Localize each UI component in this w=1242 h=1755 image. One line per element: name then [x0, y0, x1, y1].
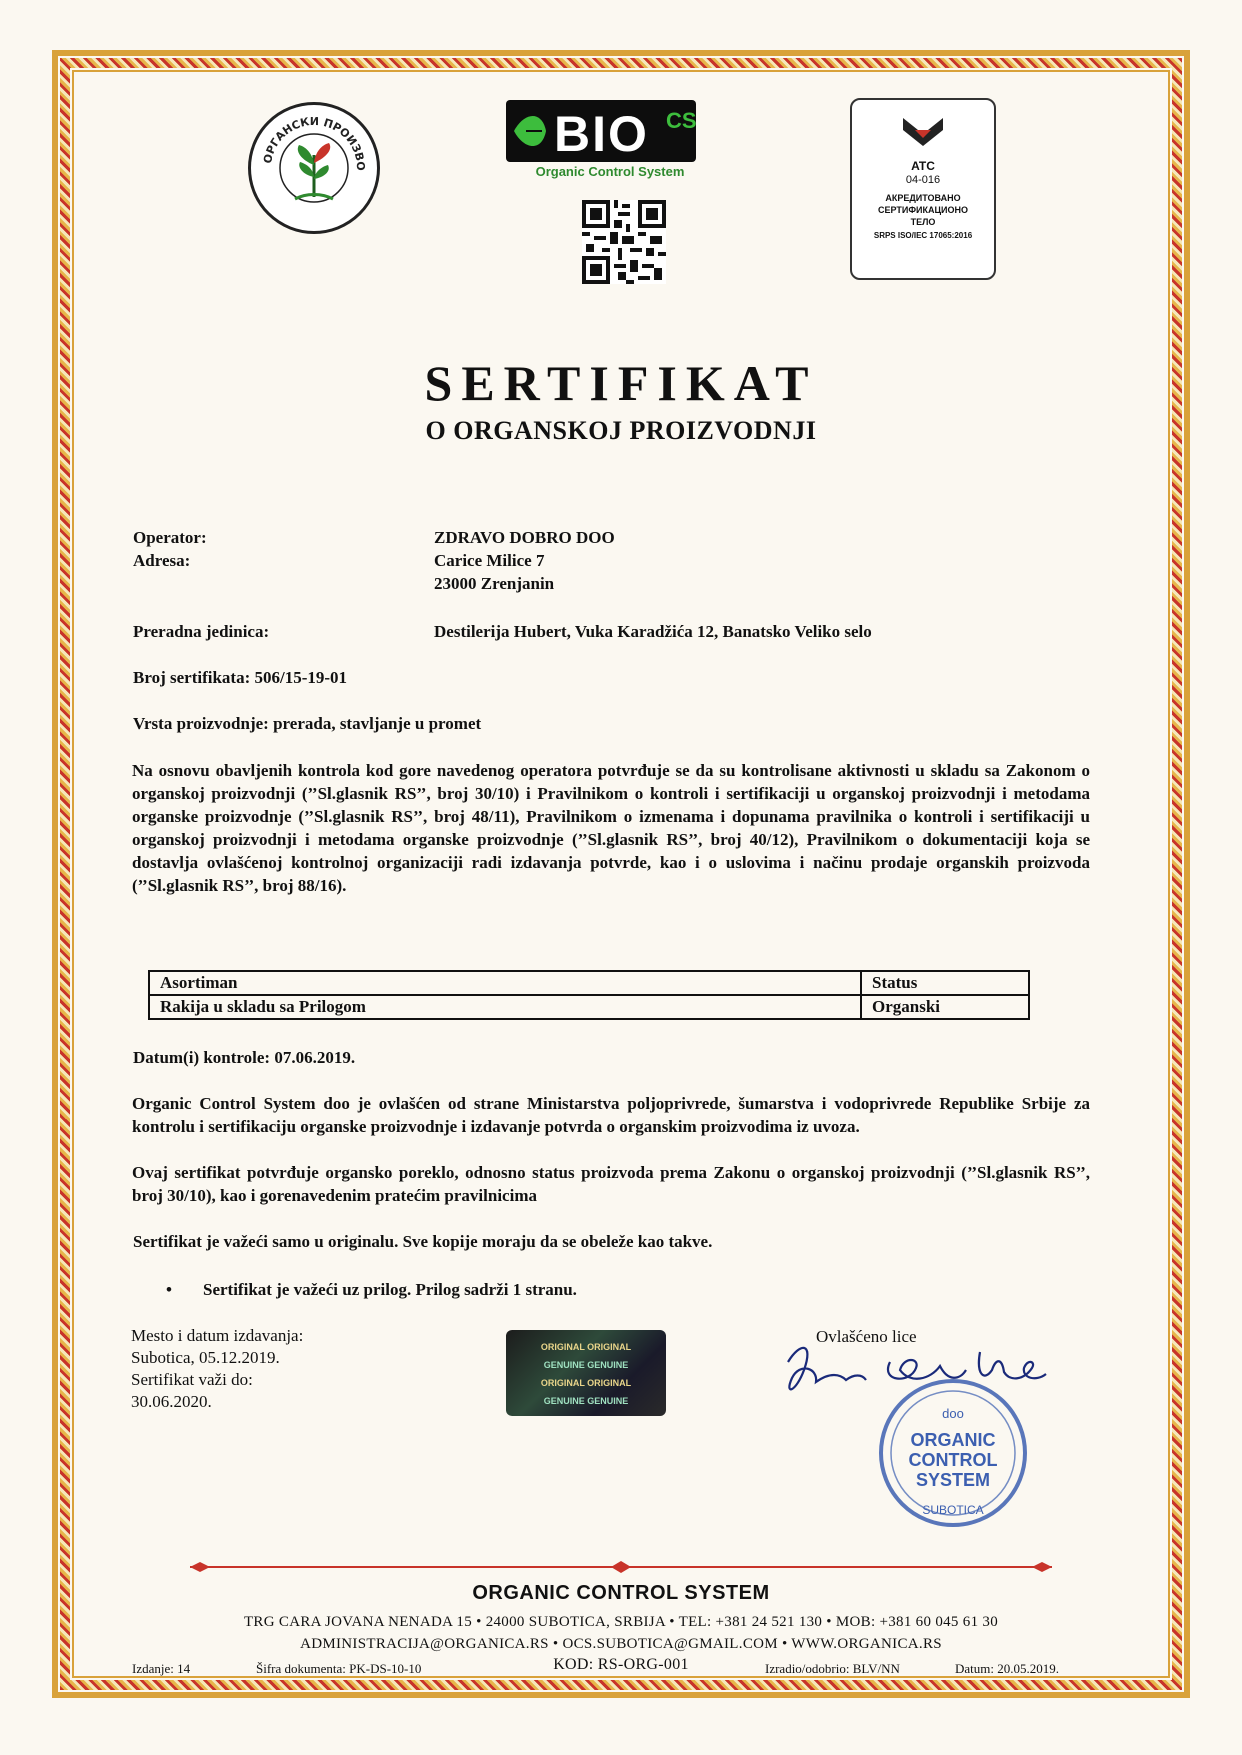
validity-date: 30.06.2020. — [131, 1392, 212, 1411]
authorization-paragraph: Organic Control System doo je ovlašćen od strane Ministarstva poljoprivrede, šumarstva i vodoprivrede Republike Srbije za kontrolu i sertifikaciju organske proizvodnje i izdavanje potvrda o organskim proizvodima iz uvoza. — [132, 1094, 1090, 1136]
table-header-row — [149, 971, 1029, 995]
atc-standard: SRPS ISO/IEC 17065:2016 — [873, 231, 973, 240]
address-label: Adresa: — [133, 551, 191, 570]
table-cell-status: Organski — [861, 995, 1029, 1019]
atc-name: ATC — [911, 159, 935, 173]
attachment-note: Sertifikat je važeći uz prilog. Prilog sadrži 1 stranu. — [203, 1280, 577, 1299]
table-header-assortment: Asortiman — [149, 971, 861, 995]
footer-doc-code: Šifra dokumenta: PK-DS-10-10 — [256, 1661, 422, 1676]
stamp-bottom-text: SUBOTICA — [922, 1503, 984, 1517]
hologram-line-4: GENUINE GENUINE — [543, 1396, 629, 1406]
assortment-table — [148, 970, 1030, 1020]
hologram-line-3: ORIGINAL ORIGINAL — [540, 1378, 632, 1388]
issuance-place-date-label: Mesto i datum izdavanja: — [131, 1326, 304, 1345]
production-type: Vrsta proizvodnje: prerada, stavljanje u promet — [133, 714, 482, 733]
validity-label: Sertifikat važi do: — [131, 1370, 253, 1389]
processing-unit-label: Preradna jedinica: — [133, 622, 270, 641]
certificate-subtitle: O ORGANSKOJ PROIZVODNJI — [425, 416, 817, 445]
stamp-line-2: CONTROL — [908, 1450, 998, 1470]
bios-side-text: CS — [666, 108, 697, 133]
company-stamp — [876, 1376, 1030, 1530]
legal-basis-paragraph: Na osnovu obavljenih kontrola kod gore navedenog operatora potvrđuje se da su kontrolisane aktivnosti u skladu sa Zakonom o organskoj proizvodnji (’’Sl.glasnik RS’’, broj 30/10) i Pravilnikom o kontroli i sertifikaciji u organskoj proizvodnji i metodama organske proizvodnje (’’Sl.glasnik RS’’, broj 48/11), Pravilnikom o izmenama i dopunama pravilnika o kontroli i sertifikaciji u organskoj proizvodnji i metodama organske proizvodnje (’’Sl.glasnik RS’’, broj 40/12), Pravilnikom o dokumentaciji koja se dostavlja ovlašćenoj kontrolnoj organizaciji radi izdavanja potvrde, kao i o uslovima i načinu prodaje organskih proizvoda (’’Sl.glasnik RS’’, broj 88/16). — [132, 761, 1090, 895]
organic-product-logo — [248, 102, 380, 234]
address-line-1: Carice Milice 7 — [434, 551, 545, 570]
atc-line-2: СЕРТИФИКАЦИОНО — [877, 205, 969, 215]
atc-accreditation-badge — [850, 98, 996, 280]
issuance-place-date-value: Subotica, 05.12.2019. — [131, 1348, 280, 1367]
footer-edition: Izdanje: 14 — [132, 1661, 191, 1676]
footer-code: KOD: RS-ORG-001 — [553, 1656, 689, 1673]
operator-label: Operator: — [133, 528, 207, 547]
footer-address: TRG CARA JOVANA NENADA 15 • 24000 SUBOTICA, SRBIJA • TEL: +381 24 521 130 • MOB: +381 60 045 61 30 — [243, 1614, 999, 1630]
bullet-icon: • — [166, 1280, 172, 1299]
hologram-sticker — [506, 1330, 666, 1416]
organic-product-logo-text: ОРГАНСКИ ПРОИЗВО — [261, 114, 368, 172]
bios-logo — [506, 98, 714, 180]
stamp-line-3: SYSTEM — [915, 1470, 991, 1490]
atc-line-1: АКРЕДИТОВАНО — [885, 193, 961, 203]
certificate-number: Broj sertifikata: 506/15-19-01 — [133, 668, 348, 687]
bios-subtitle: Organic Control System — [535, 164, 685, 179]
footer-divider — [190, 1560, 1052, 1574]
confirmation-paragraph: Ovaj sertifikat potvrđuje organsko poreklo, odnosno status proizvoda prema Zakonu o organskoj proizvodnji (’’Sl.glasnik RS’’, broj 30/10), kao i gorenavedenim pratećim pravilnicima — [132, 1163, 1090, 1205]
stamp-top-text: doo — [942, 1406, 964, 1421]
processing-unit-value: Destilerija Hubert, Vuka Karadžića 12, Banatsko Veliko selo — [434, 622, 872, 641]
footer-emails: ADMINISTRACIJA@ORGANICA.RS • OCS.SUBOTICA@GMAIL.COM • WWW.ORGANICA.RS — [300, 1636, 942, 1652]
footer-company-name: ORGANIC CONTROL SYSTEM — [472, 1582, 770, 1604]
bios-main-text: BIO — [554, 106, 649, 162]
validity-note: Sertifikat je važeći samo u originalu. Sve kopije moraju da se obeleže kao takve. — [133, 1232, 713, 1251]
table-cell-assortment: Rakija u skladu sa Prilogom — [149, 995, 861, 1019]
stamp-line-1: ORGANIC — [910, 1430, 996, 1450]
atc-line-3: ТЕЛО — [910, 217, 936, 227]
certificate-title: SERTIFIKAT — [424, 355, 818, 411]
atc-logo-icon — [901, 112, 945, 154]
address-line-2: 23000 Zrenjanin — [434, 574, 555, 593]
operator-value: ZDRAVO DOBRO DOO — [434, 528, 615, 547]
footer-made-by: Izradio/odobrio: BLV/NN — [765, 1661, 900, 1676]
atc-code: 04-016 — [905, 174, 941, 186]
authorized-person-label: Ovlašćeno lice — [816, 1327, 917, 1346]
qr-code — [582, 200, 666, 289]
table-row — [149, 995, 1029, 1019]
footer-date: Datum: 20.05.2019. — [955, 1661, 1059, 1676]
issuance-block — [131, 1325, 303, 1413]
control-date: Datum(i) kontrole: 07.06.2019. — [133, 1048, 356, 1067]
hologram-line-2: GENUINE GENUINE — [543, 1360, 629, 1370]
organic-product-emblem — [251, 105, 377, 231]
hologram-line-1: ORIGINAL ORIGINAL — [540, 1342, 632, 1352]
table-header-status: Status — [861, 971, 1029, 995]
